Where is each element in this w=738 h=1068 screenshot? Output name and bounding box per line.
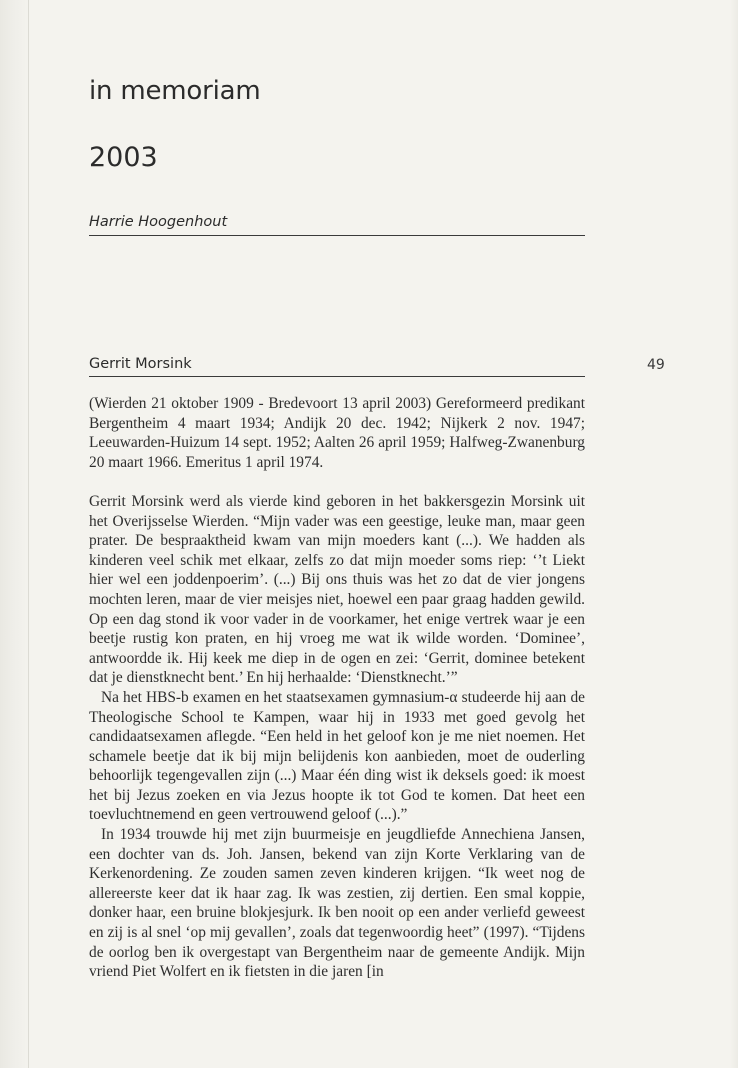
spine-fold-line	[28, 0, 29, 1068]
article-body	[89, 394, 585, 982]
spine-shadow	[0, 0, 30, 1068]
biographical-data-paragraph: (Wierden 21 oktober 1909 - Bredevoort 13 april 2003) Gereformeerd predikant Bergentheim 4 maart 1934; Andijk 20 dec. 1942; Nijkerk 2 nov. 1947; Leeuwarden-Huizum 14 sept. 1952; Aalten 26 april 1959; Halfweg-Zwanenburg 20 maart 1966. Emeritus 1 april 1974.	[89, 395, 585, 471]
body-paragraph: Na het HBS-b examen en het staatsexamen gymnasium-α studeerde hij aan de Theologische School te Kampen, waar hij in 1933 met goed gevolg het candidaatsexamen aflegde. “Een held in het geloof kon je me niet noemen. Het schamele beetje dat ik bij mijn belijdenis kon aanbieden, moet de ouderling behoorlijk tegengevallen zijn (...) Maar één ding wist ik deksels goed: ik moest het bij Jezus zoeken en via Jezus hoopte ik tot God te komen. Dat heet een toevluchtnemend en geen vertrouwend geloof (...).”	[89, 688, 585, 824]
page-title: in memoriam	[89, 76, 261, 106]
author-name: Harrie Hoogenhout	[89, 214, 228, 230]
author-divider	[89, 235, 585, 236]
page-number: 49	[647, 357, 665, 373]
body-paragraph: Gerrit Morsink werd als vierde kind geboren in het bakkersgezin Morsink uit het Overijsselse Wierden. “Mijn vader was een geestige, leuke man, maar geen prater. De bespraaktheid kwam van mijn moeders kant (...). We hadden als kinderen veel schik met elkaar, zelfs zo dat mijn moeder soms riep: ‘’t Liekt hier wel een joddenpoerim’. (...) Bij ons thuis was het zo dat de vier jongens mochten leren, maar de vier meisjes niet, hoewel een paar graag hadden gewild. Op een dag stond ik voor vader in de voorkamer, het enige vertrek waar je een beetje rustig kon praten, en hij vroeg me wat ik wilde worden. ‘Dominee’, antwoordde ik. Hij keek me diep in de ogen en zei: ‘Gerrit, dominee betekent dat je dienstknecht bent.’ En hij herhaalde: ‘Dienstknecht.’”	[89, 492, 585, 687]
section-divider	[89, 376, 585, 377]
page-year: 2003	[89, 142, 158, 173]
page-edge	[730, 0, 738, 1068]
section-title: Gerrit Morsink	[89, 356, 192, 372]
body-paragraph: In 1934 trouwde hij met zijn buurmeisje en jeugdliefde Annechiena Jansen, een dochter van ds. Joh. Jansen, bekend van zijn Korte Verklaring van de Kerkenordening. Ze zouden samen zeven kinderen krijgen. “Ik weet nog de allereerste keer dat ik haar zag. Ik was zestien, zij dertien. Een smal koppie, donker haar, een bruine blokjesjurk. Ik ben nooit op een ander verliefd geweest en zij is al snel ‘op mij gevallen’, zoals dat tegenwoordig heet” (1997). “Tijdens de oorlog ben ik overgestapt van Bergentheim naar de gemeente Andijk. Mijn vriend Piet Wolfert en ik fietsten in die jaren [in	[89, 826, 585, 981]
